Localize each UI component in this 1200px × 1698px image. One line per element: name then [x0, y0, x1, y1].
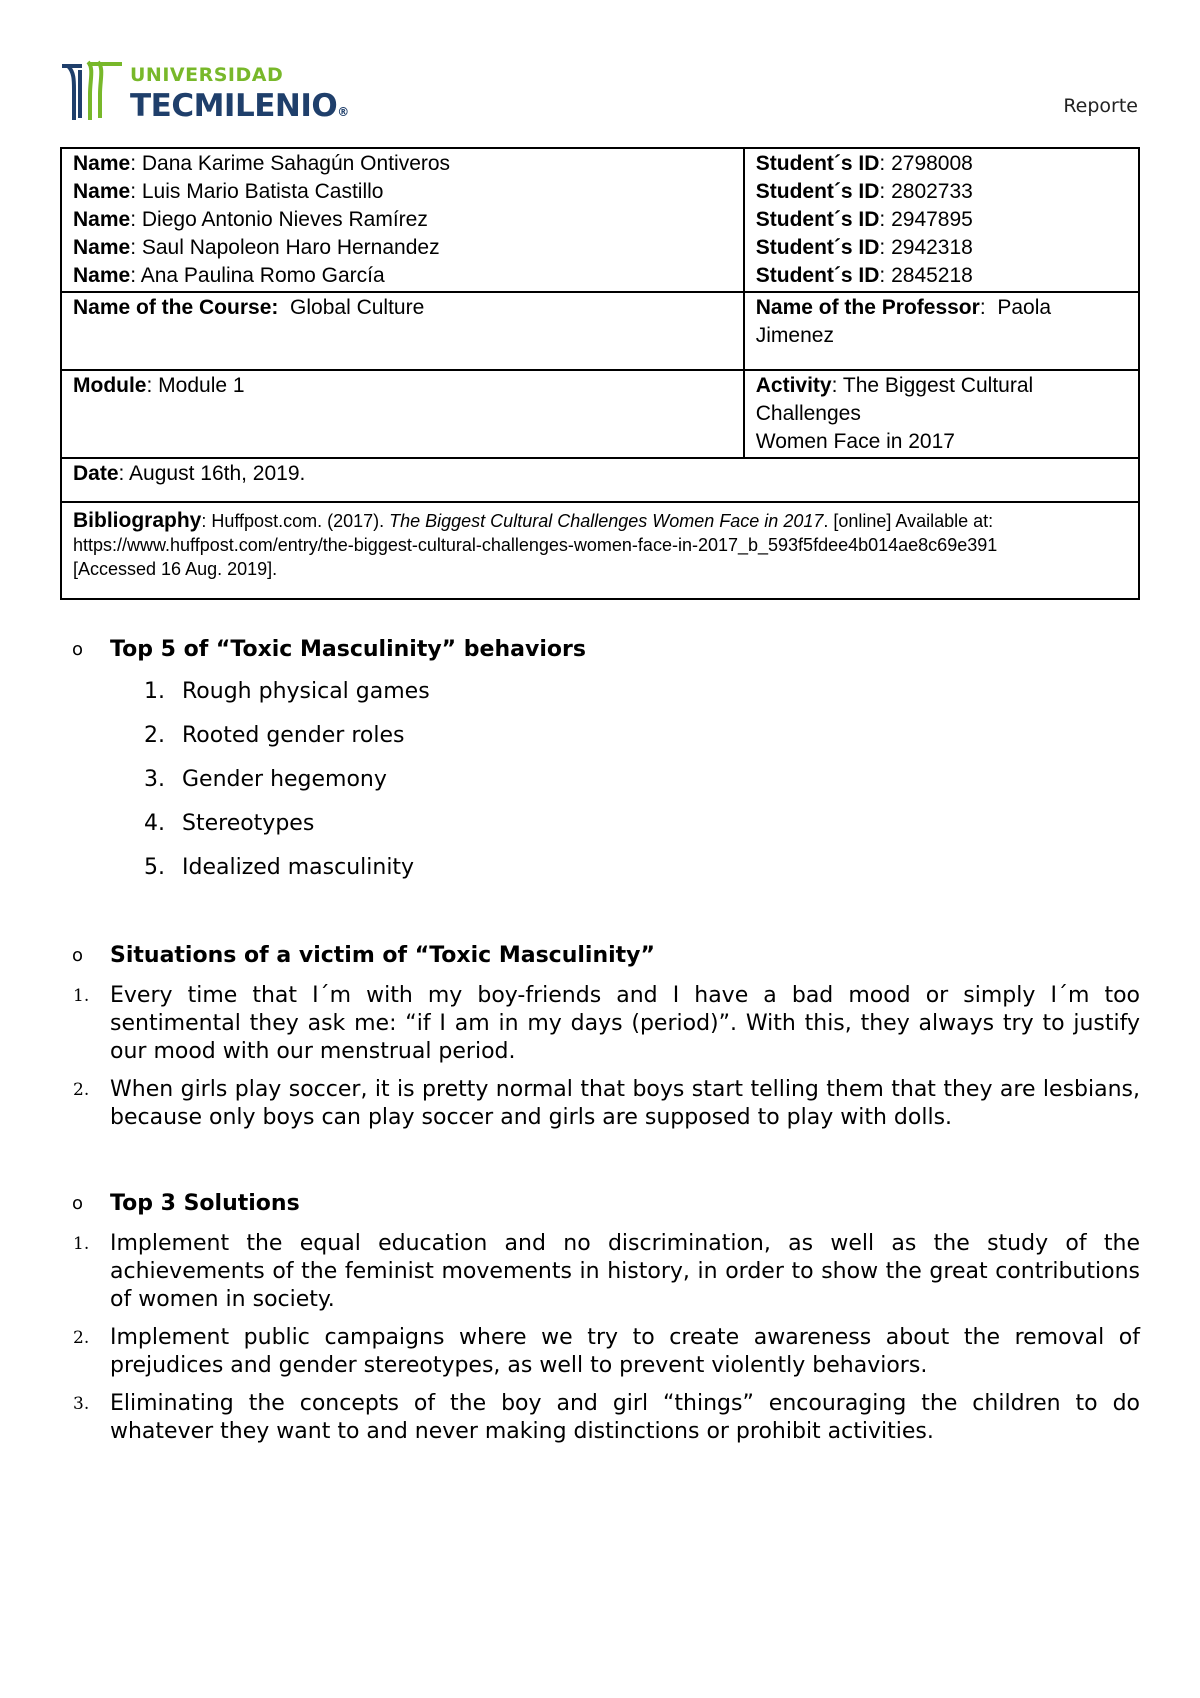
professor-cell: Name of the Professor: Paola Jimenez — [744, 292, 1139, 370]
bullet-icon: o — [72, 639, 84, 660]
section-solutions — [60, 1184, 1140, 1446]
student-id-line: Student´s ID: 2802733 — [755, 180, 973, 203]
student-name-line: Name: Diego Antonio Nieves Ramírez — [73, 208, 428, 231]
list-item: 2. Implement public campaigns where we try to create awareness about the removal of prejudices and gender stereotypes, as well to prevent violently behaviors. — [73, 1325, 1140, 1378]
list-item: 3. Eliminating the concepts of the boy and girl “things” encouraging the children to do whatever they want to and never making distinctions or prohibit activities. — [73, 1391, 1140, 1444]
student-id-line: Student´s ID: 2798008 — [755, 152, 973, 175]
list-item: 4. Stereotypes — [144, 811, 315, 836]
list-item: 1. Implement the equal education and no discrimination, as well as the study of the achievements of the feminist movements in history, in order to show the great contributions of women in society. — [73, 1231, 1140, 1312]
report-label: Reporte — [1063, 95, 1138, 117]
list-item: 2. When girls play soccer, it is pretty normal that boys start telling them that they are lesbians, because only boys can play soccer and girls are supposed to play with dolls. — [73, 1077, 1140, 1130]
student-name-line: Name: Ana Paulina Romo García — [73, 264, 385, 287]
situations-list — [60, 982, 1140, 1132]
student-id-line: Student´s ID: 2947895 — [755, 208, 973, 231]
section-heading: o Top 3 Solutions — [60, 1184, 1140, 1224]
course-cell: Name of the Course: Global Culture — [61, 292, 744, 370]
section-heading: o Situations of a victim of “Toxic Masculinity” — [60, 936, 1140, 976]
bibliography-url[interactable]: https://www.huffpost.com/entry/the-biggest-cultural-challenges-women-face-in-2017_b_593f5fdee4b014ae8c69e391 — [73, 535, 998, 555]
students-row — [61, 148, 1139, 292]
list-item: 1. Rough physical games — [144, 679, 430, 704]
report-content — [60, 630, 1140, 1456]
bibliography-row — [61, 502, 1139, 599]
section-situations — [60, 936, 1140, 1132]
list-item: 3. Gender hegemony — [144, 767, 387, 792]
course-row — [61, 292, 1139, 370]
student-id-line: Student´s ID: 2845218 — [755, 264, 973, 287]
bullet-icon: o — [72, 1193, 84, 1214]
list-item: 2. Rooted gender roles — [144, 723, 405, 748]
logo-tecmilenio-text: TECMILENIO® — [130, 88, 349, 124]
list-item: 5. Idealized masculinity — [144, 855, 415, 880]
module-row — [61, 370, 1139, 458]
date-cell: Date: August 16th, 2019. — [61, 458, 1139, 502]
bullet-icon: o — [72, 945, 84, 966]
university-logo — [60, 60, 360, 130]
solutions-list — [60, 1230, 1140, 1446]
activity-cell: Activity: The Biggest Cultural Challenges Women Face in 2017 — [744, 370, 1139, 458]
student-name-line: Name: Dana Karime Sahagún Ontiveros — [73, 152, 451, 175]
module-cell: Module: Module 1 — [61, 370, 744, 458]
student-names-cell — [61, 148, 744, 292]
behaviors-list — [60, 670, 1140, 890]
student-name-line: Name: Luis Mario Batista Castillo — [73, 180, 384, 203]
bibliography-cell: Bibliography: Huffpost.com. (2017). The Biggest Cultural Challenges Women Face in 2017. [online] Available at: https://www.huffpost.com/entry/the-biggest-cultural-challenges-women-face-in-2017_b_593f5fdee4b014ae8c69e391 [Accessed 16 Aug. 2019]. — [61, 502, 1139, 599]
date-row — [61, 458, 1139, 502]
student-info-table — [60, 147, 1140, 600]
logo-university-text: UNIVERSIDAD — [130, 64, 284, 86]
list-item: 1. Every time that I´m with my boy-friends and I have a bad mood or simply I´m too sentimental they ask me: “if I am in my days (period)”. With this, they always try to justify our mood with our menstrual period. — [73, 983, 1140, 1064]
student-ids-cell — [744, 148, 1139, 292]
section-top5-behaviors — [60, 630, 1140, 890]
section-heading: o Top 5 of “Toxic Masculinity” behaviors — [60, 630, 1140, 670]
student-id-line: Student´s ID: 2942318 — [755, 236, 973, 259]
student-name-line: Name: Saul Napoleon Haro Hernandez — [73, 236, 440, 259]
tecmilenio-logo-mark-icon — [60, 60, 124, 124]
